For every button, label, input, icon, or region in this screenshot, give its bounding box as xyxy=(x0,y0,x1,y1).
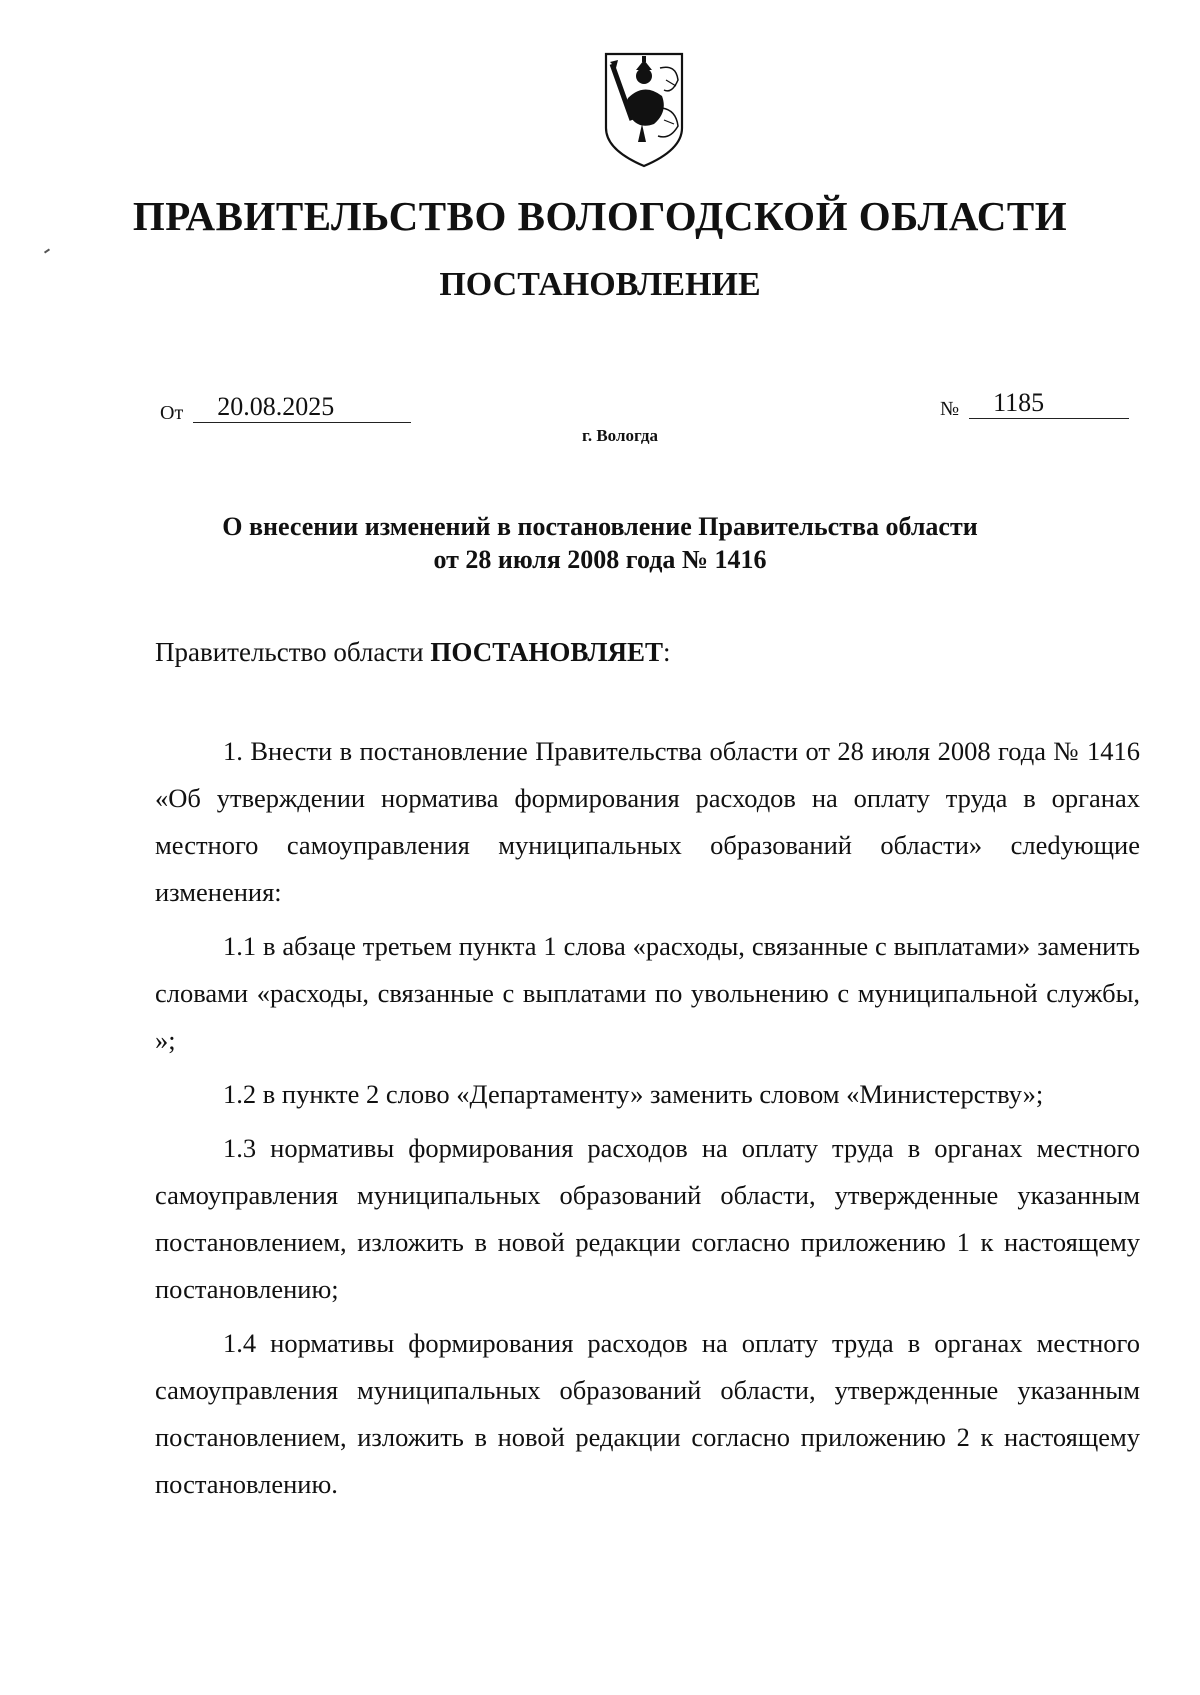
city-label: г. Вологда xyxy=(582,426,658,445)
paragraph: 1.1 в абзаце третьем пункта 1 слова «расходы, связанные с выплатами» заменить словами «расходы, связанные с выплатами по увольнению с муниципальной службы, »; xyxy=(155,931,1140,1055)
preamble-text: Правительство области xyxy=(155,637,431,667)
date-field xyxy=(160,392,411,423)
document-body xyxy=(155,728,1140,1515)
date-prefix: От xyxy=(160,402,184,424)
document-type: ПОСТАНОВЛЕНИЕ xyxy=(439,266,761,303)
document-date: 20.08.2025 xyxy=(193,392,411,423)
preamble-keyword: ПОСТАНОВЛЯЕТ xyxy=(430,637,663,667)
paragraph: 1. Внести в постановление Правительства области от 28 июля 2008 года № 1416 «Об утверждении норматива формирования расходов на оплату труда в органах местного самоуправления муниципальных образований области» слеdующие изменения: xyxy=(155,736,1140,907)
scan-mark xyxy=(44,248,50,253)
coat-of-arms-icon xyxy=(602,50,686,170)
number-prefix: № xyxy=(940,398,960,420)
subject-line: от 28 июля 2008 года № 1416 xyxy=(433,545,767,574)
paragraph: 1.4 нормативы формирования расходов на оплату труда в органах местного самоуправления муниципальных образований области, утвержденные указанным постановлением, изложить в новой редакции согласно приложению 2 к настоящему постановлению. xyxy=(155,1328,1140,1499)
preamble-suffix: : xyxy=(662,637,671,667)
paragraph: 1.2 в пункте 2 слово «Департаменту» заменить словом «Министерству»; xyxy=(223,1079,1044,1109)
document-subject xyxy=(0,510,1200,576)
number-field xyxy=(940,388,1129,419)
paragraph: 1.3 нормативы формирования расходов на оплату труда в органах местного самоуправления муниципальных образований области, утвержденные указанным постановлением, изложить в новой редакции согласно приложению 1 к настоящему постановлению; xyxy=(155,1133,1140,1304)
organization-title: ПРАВИТЕЛЬСТВО ВОЛОГОДСКОЙ ОБЛАСТИ xyxy=(132,193,1068,239)
preamble xyxy=(155,637,671,668)
document-number: 1185 xyxy=(969,388,1129,419)
subject-line: О внесении изменений в постановление Правительства области xyxy=(222,512,978,541)
